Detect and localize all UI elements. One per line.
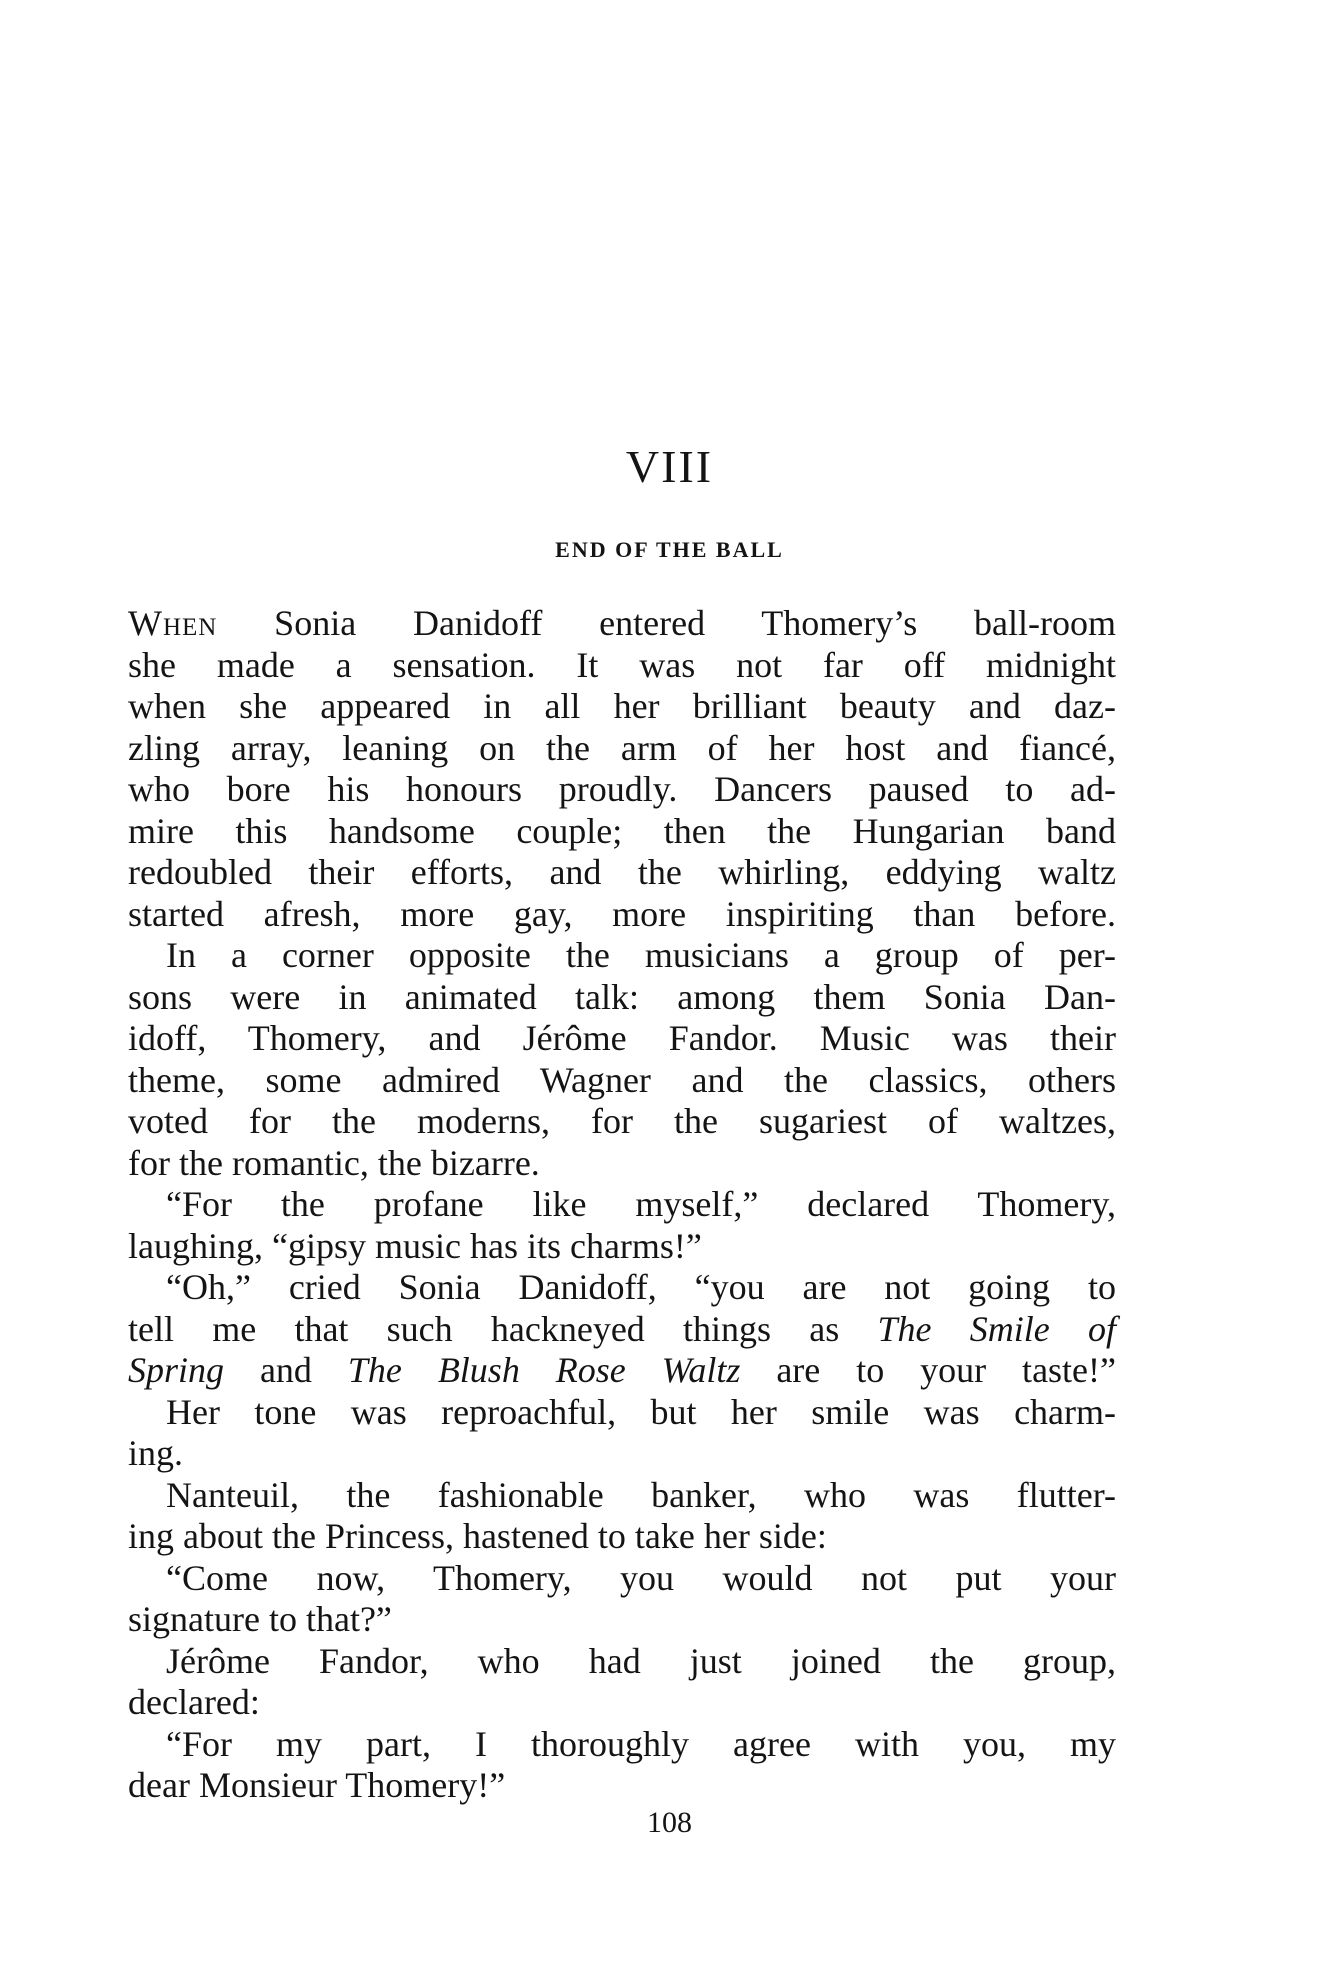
text-line: zling array, leaning on the arm of her host and fiancé, <box>128 727 1116 768</box>
italic-title: The Blush Rose Waltz <box>347 1350 741 1390</box>
page-number: 108 <box>647 1806 692 1839</box>
body-text <box>128 603 1116 1807</box>
text-line: “Oh,” cried Sonia Danidoff, “you are not going to <box>166 1267 1116 1307</box>
text-line: she made a sensation. It was not far off midnight <box>128 644 1116 685</box>
chapter-title: END OF THE BALL <box>555 537 784 562</box>
text-line: In a corner opposite the musicians a group of per- <box>166 935 1116 975</box>
text-line: ing about the Princess, hastened to take her side: <box>128 1516 827 1556</box>
text-line: Nanteuil, the fashionable banker, who was flutter- <box>166 1474 1116 1515</box>
text-line: sons were in animated talk: among them Sonia Dan- <box>128 976 1116 1017</box>
text-line: dear Monsieur Thomery!” <box>128 1765 506 1805</box>
text-line: theme, some admired Wagner and the classics, others <box>128 1059 1116 1100</box>
text-line: declared: <box>128 1682 260 1722</box>
text-line: ing. <box>128 1433 184 1473</box>
text-line: Her tone was reproachful, but her smile was charm- <box>166 1391 1116 1432</box>
italic-title: Spring <box>128 1350 225 1390</box>
text-line: “For the profane like myself,” declared Thomery, <box>166 1184 1116 1224</box>
text-line: voted for the moderns, for the sugariest of waltzes, <box>128 1101 1116 1141</box>
text-line: when she appeared in all her brilliant beauty and daz- <box>128 686 1116 726</box>
text-line: When Sonia Danidoff entered Thomery’s ball-room <box>128 603 1116 643</box>
text-line: for the romantic, the bizarre. <box>128 1142 540 1183</box>
text-line: Spring and The Blush Rose Waltz are to your taste!” <box>128 1350 1116 1390</box>
text-line: “For my part, I thoroughly agree with you, my <box>166 1723 1116 1764</box>
italic-title: The Smile of <box>877 1308 1116 1349</box>
text-line: laughing, “gipsy music has its charms!” <box>128 1225 702 1266</box>
text-line: Jérôme Fandor, who had just joined the group, <box>166 1640 1116 1681</box>
text-line: redoubled their efforts, and the whirling, eddying waltz <box>128 852 1116 892</box>
text-line: started afresh, more gay, more inspiriting than before. <box>128 893 1116 934</box>
drop-word: When <box>128 603 218 643</box>
text-line: signature to that?” <box>128 1599 392 1639</box>
text-line: mire this handsome couple; then the Hungarian band <box>128 810 1116 851</box>
text-line: who bore his honours proudly. Dancers paused to ad- <box>128 769 1116 809</box>
chapter-number: VIII <box>625 441 714 492</box>
text-line: tell me that such hackneyed things as The Smile of <box>128 1308 1116 1349</box>
text-line: “Come now, Thomery, you would not put your <box>166 1557 1116 1598</box>
text-line: idoff, Thomery, and Jérôme Fandor. Music was their <box>128 1018 1116 1058</box>
